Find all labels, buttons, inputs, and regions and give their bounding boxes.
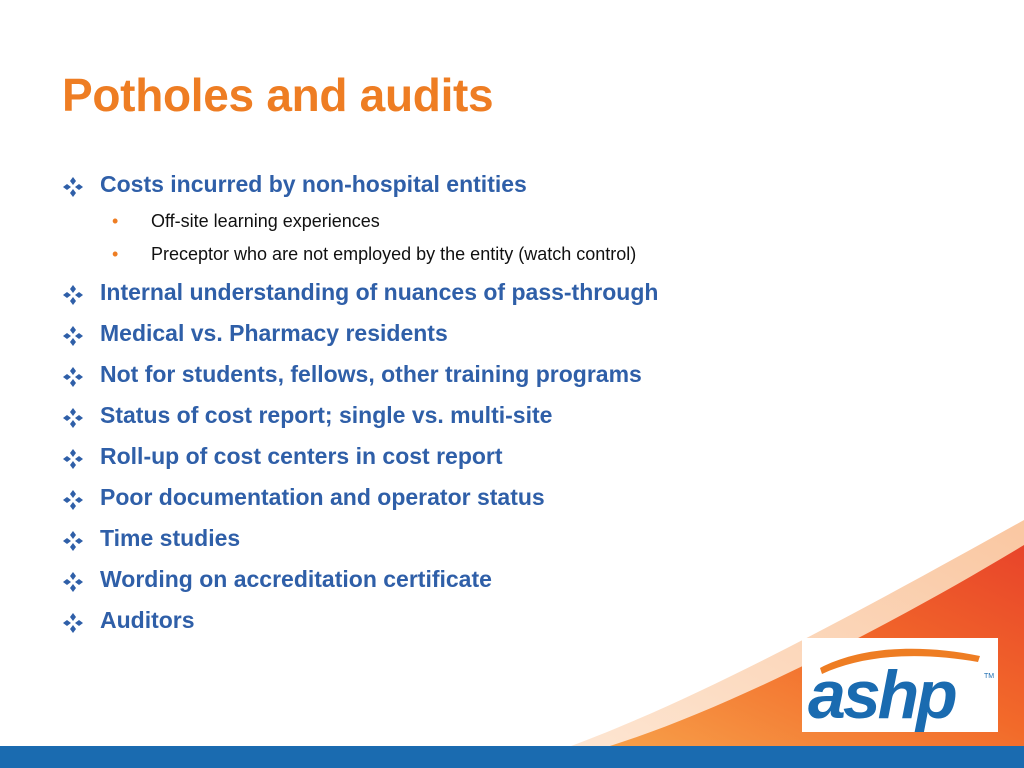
list-item <box>62 395 882 436</box>
ashp-logo <box>802 638 998 732</box>
diamond-bullet-icon <box>62 612 84 634</box>
diamond-bullet-icon <box>62 366 84 388</box>
logo-trademark: TM <box>984 673 995 680</box>
bullet-list <box>62 164 882 641</box>
footer-bar <box>0 746 1024 768</box>
list-item-label: Not for students, fellows, other training programs <box>100 361 642 387</box>
list-item-label: Time studies <box>100 525 241 551</box>
sub-list-item-label: Preceptor who are not employed by the entity (watch control) <box>151 244 637 264</box>
dot-bullet-icon: • <box>112 244 119 264</box>
diamond-bullet-icon <box>62 571 84 593</box>
ashp-logo-icon <box>802 638 998 732</box>
list-item <box>62 559 882 600</box>
sub-list-item-label: Off-site learning experiences <box>151 211 380 231</box>
list-item-label: Poor documentation and operator status <box>100 484 545 510</box>
list-item <box>62 164 882 205</box>
list-item <box>62 518 882 559</box>
list-item-label: Roll-up of cost centers in cost report <box>100 443 503 469</box>
slide-title: Potholes and audits <box>62 69 494 121</box>
diamond-bullet-icon <box>62 284 84 306</box>
diamond-bullet-icon <box>62 407 84 429</box>
diamond-bullet-icon <box>62 325 84 347</box>
diamond-bullet-icon <box>62 176 84 198</box>
list-item-label: Status of cost report; single vs. multi-site <box>100 402 553 428</box>
dot-bullet-icon: • <box>112 211 119 231</box>
diamond-bullet-icon <box>62 448 84 470</box>
list-item <box>62 436 882 477</box>
list-item <box>62 272 882 313</box>
sub-list-item <box>62 238 882 271</box>
list-item-label: Wording on accreditation certificate <box>100 566 492 592</box>
diamond-bullet-icon <box>62 489 84 511</box>
diamond-bullet-icon <box>62 530 84 552</box>
list-item <box>62 600 882 641</box>
list-item-label: Auditors <box>100 607 195 633</box>
list-item <box>62 354 882 395</box>
list-item <box>62 477 882 518</box>
sub-list-item <box>62 205 882 238</box>
list-item <box>62 313 882 354</box>
list-item-label: Medical vs. Pharmacy residents <box>100 320 448 346</box>
list-item-label: Costs incurred by non-hospital entities <box>100 171 527 197</box>
logo-wordmark: ashp <box>808 657 955 732</box>
list-item-label: Internal understanding of nuances of pass-through <box>100 279 659 305</box>
